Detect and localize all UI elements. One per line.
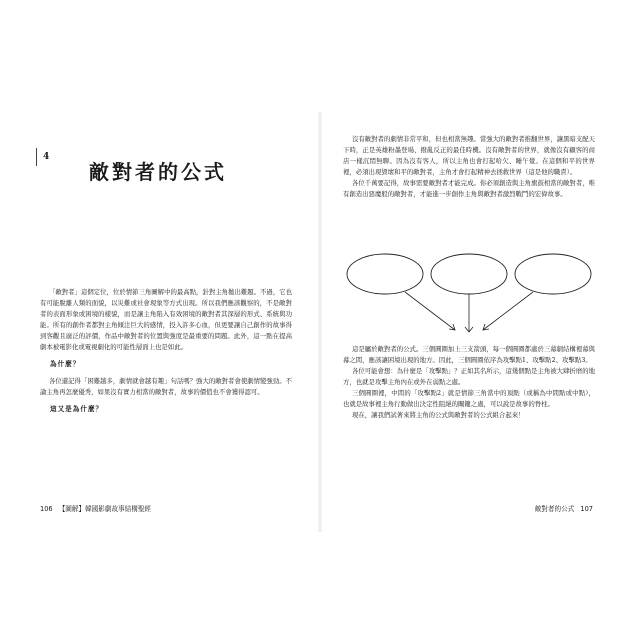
book-gutter bbox=[318, 112, 322, 532]
section-heading: 為什麼？ bbox=[50, 360, 81, 368]
left-folio bbox=[36, 503, 151, 513]
book-title: 【圖解】韓國影劇故事結構聖經 bbox=[58, 505, 152, 513]
paragraph: 各位還記得「困難越多，劇情就會越有趣」句話嗎？強大的敵對者會使劇情變強勁。不論主角再怎麼優秀，如果沒有實力相當的敵對者，故事的價值也不會獲得認可。 bbox=[40, 377, 292, 396]
arrow-3 bbox=[483, 292, 533, 330]
paragraph: 現在，讓我們試著來將主角的公式與敵對者的公式組合起來！ bbox=[351, 411, 525, 419]
right-page bbox=[337, 112, 605, 532]
arrow-1 bbox=[405, 292, 455, 330]
paragraph: 三個圓圈裡，中間的「攻擊點2」就是情節三角當中的頂點（或稱為中間點或中點），也就是故事裡主角行動做出決定性阻絕的關鍵之處，可以說是故事的脊柱。 bbox=[343, 389, 595, 408]
chapter-running-title: 敵對者的公式 bbox=[534, 505, 575, 513]
right-body-bottom bbox=[343, 344, 595, 421]
paragraph: 沒有敵對者的劇情非常平和，但也相當無趣。當強大的敵對者推翻世界，讓黑暗支配天下時，正是英雄粉墨登場、撥亂反正的最佳時機。沒有敵對者的世界，就像沒有顧客的商店一樣沉悶無聊。因為沒有客人，所以主角也會打起哈欠、睡午覺。在這個和平的世界裡，必須出現毀壞和平的敵對者，主角才會打起精神去拯救世界（這是他的職責）。 bbox=[343, 135, 595, 176]
paragraph: 各位千萬要記得，故事需要敵對者才能完成。你必須創造與主角旗鼓相當的敵對者，唯有創造出惡魔般的敵對者，才能進一步創作主角與敵對者激烈戰鬥的宏偉故事。 bbox=[343, 179, 595, 198]
left-body bbox=[40, 287, 292, 421]
right-body-top bbox=[343, 134, 595, 200]
left-page bbox=[34, 112, 302, 532]
paragraph: 各位可能會想：為什麼是「攻擊點」？正如其名所示，這幾個點是主角被大肆折磨的地方，也就是攻擊主角內在或外在弱點之處。 bbox=[343, 367, 595, 386]
paragraph: 這是屬於敵對者的公式。三個圓圈加上三支箭頭，每一個圓圈都處於三幕劇結構裡幕與幕之間，應該讓困境出現的地方。因此，三個圓圈依序為攻擊點1、攻擊點2、攻擊點3。 bbox=[343, 345, 595, 364]
paragraph: 「敵對者」這個定位，位於情節三角圖解中的最高點，針對主角拋出難題。不過，它也有可能脫離人類的面貌，以災難或社會現象等方式出現。所以我們應該觀察的，不是敵對者的表面形象或困境的樣貌，而是讓主角陷入有效困境的敵對者其深層的形式、系統與功能。所有的創作者都對主角傾注巨大的感情，投入許多心血，但更要讓自己創作的故事得到客觀且廣泛的評價，作品中敵對者的位置與強度是最重要的問題。此外，這一點在提高劇本被電影化或電視劇化的可能性層面上也是如此。 bbox=[40, 288, 292, 351]
circle-attack-point-1 bbox=[347, 254, 423, 294]
circle-attack-point-2 bbox=[431, 254, 507, 294]
page-number: 106 bbox=[40, 505, 53, 513]
antagonist-formula-diagram bbox=[343, 252, 595, 342]
section-heading: 這又是為什麼？ bbox=[50, 405, 104, 413]
circle-attack-point-3 bbox=[515, 254, 591, 294]
chapter-title: 敵對者的公式 bbox=[89, 160, 227, 184]
right-folio bbox=[535, 503, 597, 513]
page-number: 107 bbox=[580, 505, 593, 513]
chapter-number: 4 bbox=[36, 148, 63, 166]
